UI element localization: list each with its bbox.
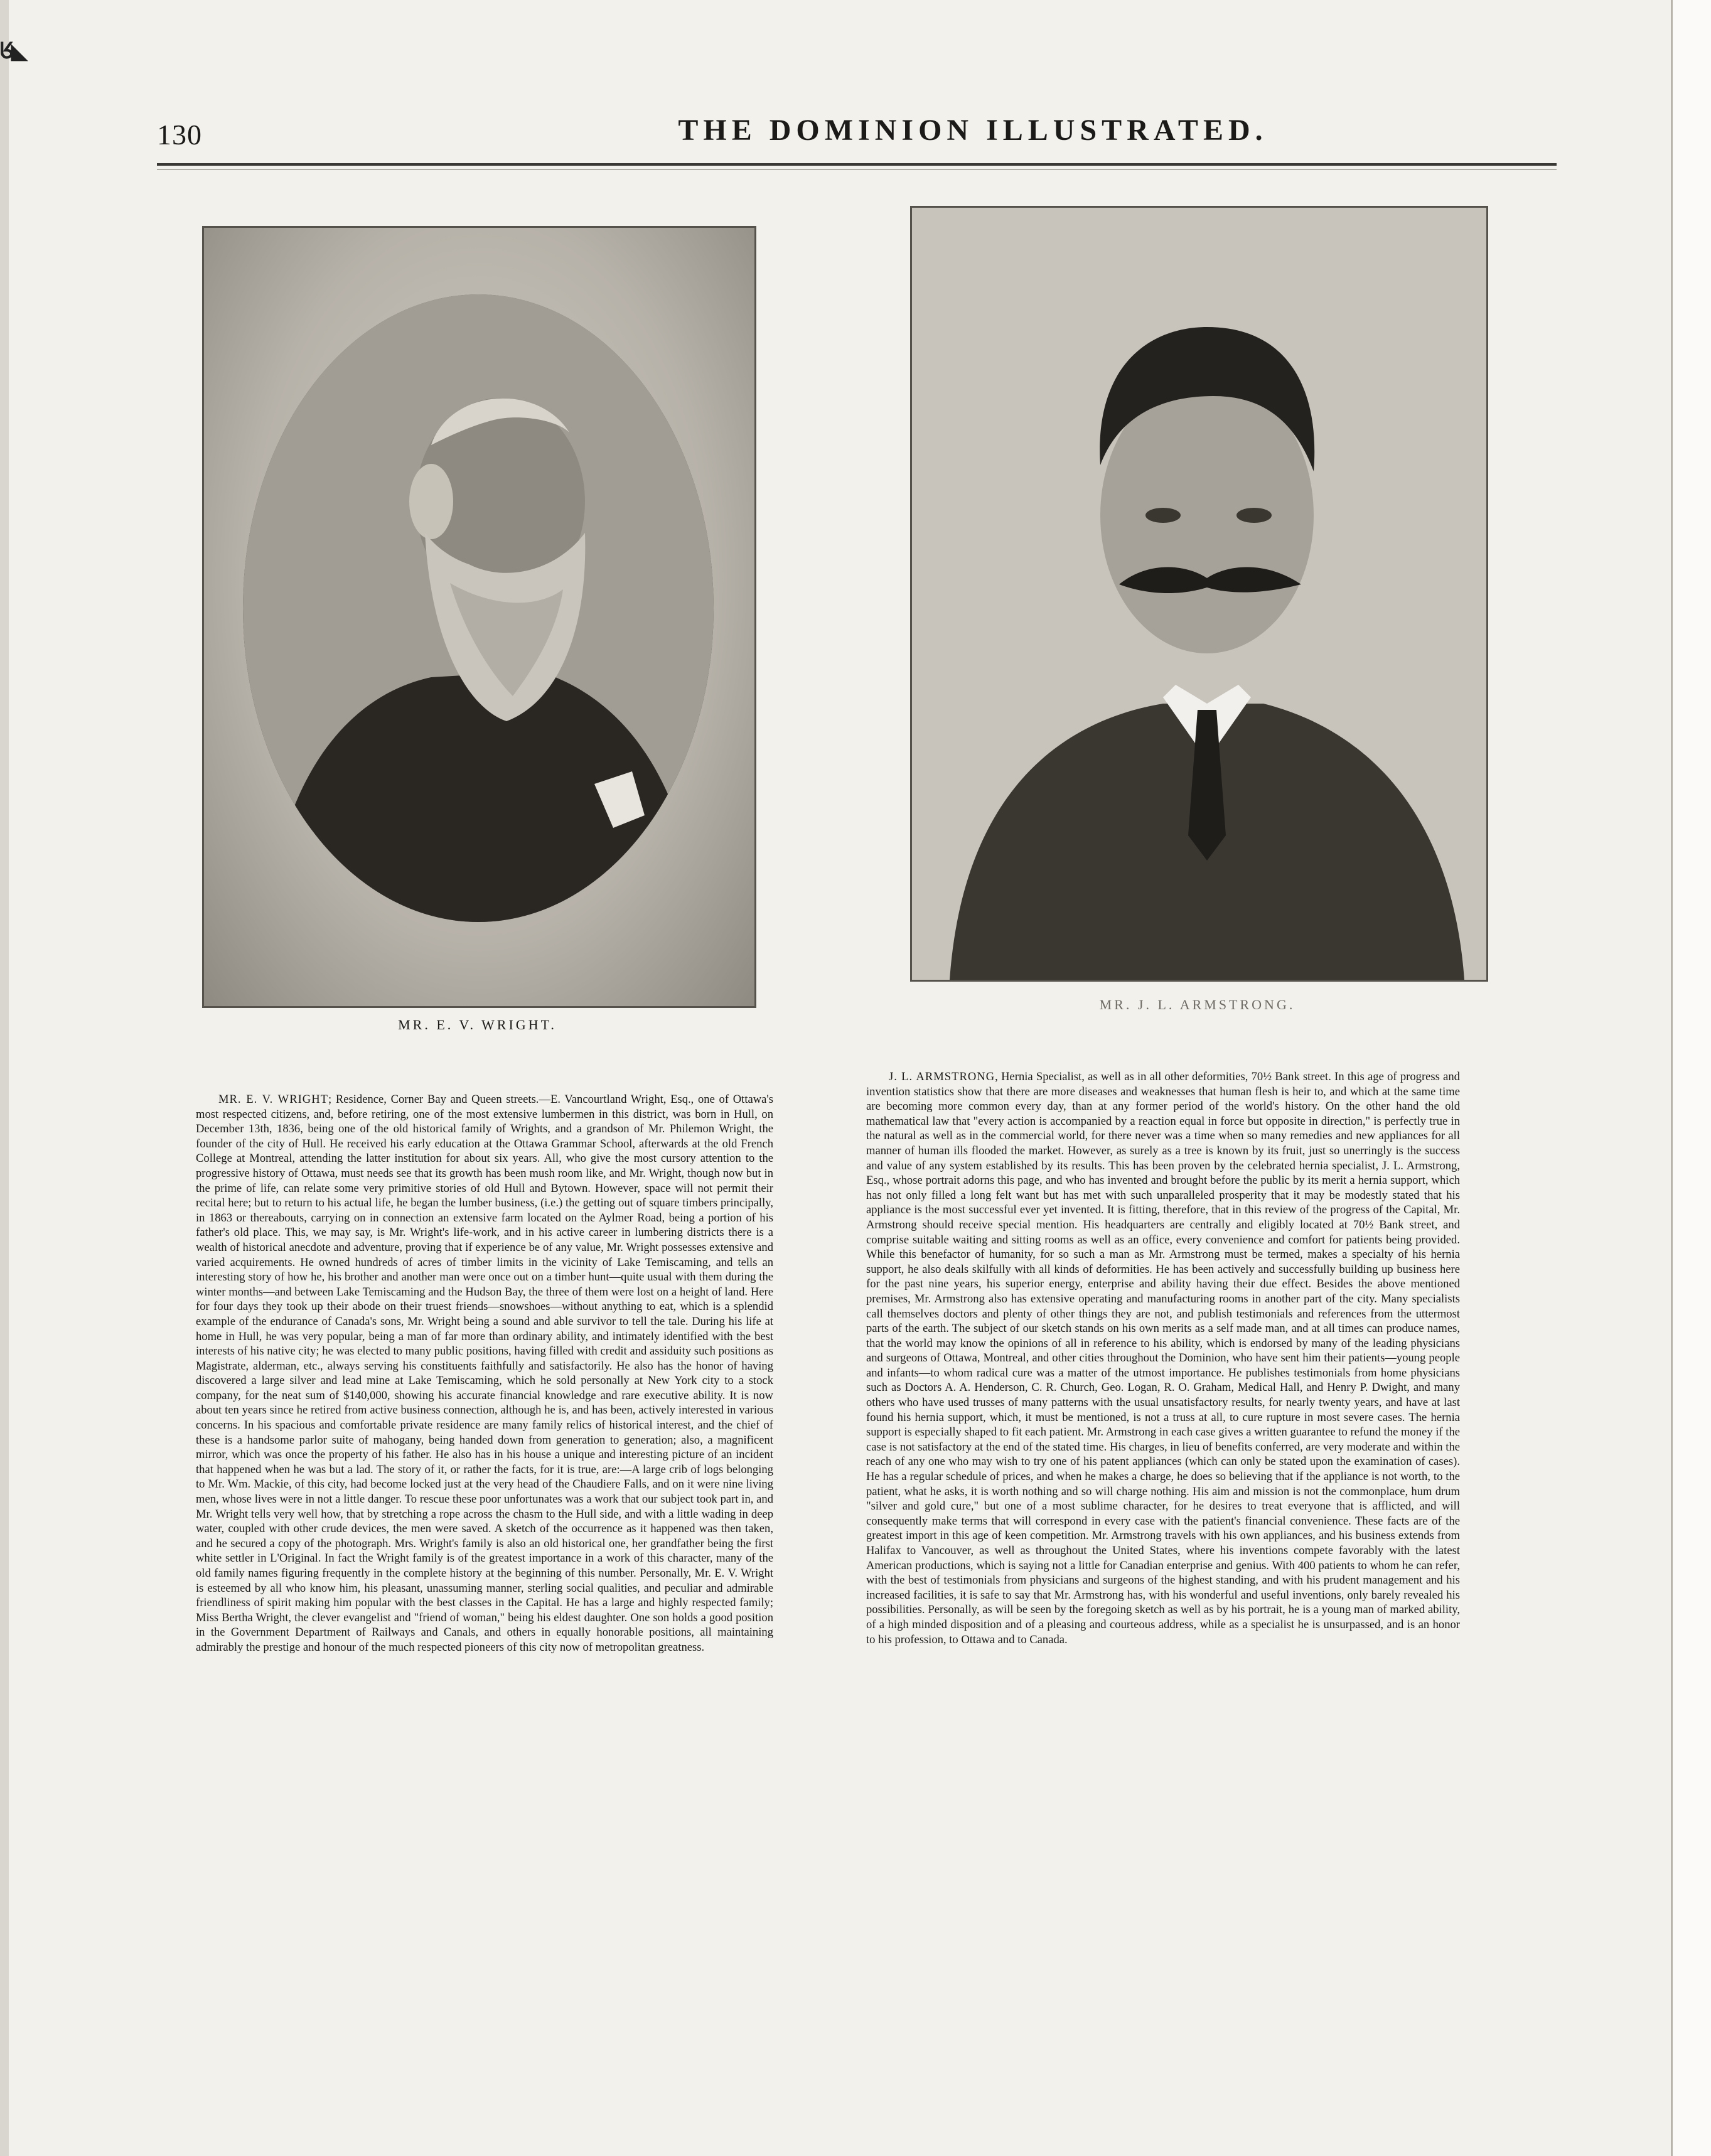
caption-armstrong: MR. J. L. ARMSTRONG. (1099, 997, 1295, 1012)
article-wright-paragraph (196, 1092, 773, 1655)
article-armstrong-paragraph (866, 1070, 1460, 1647)
article-wright-body: ; Residence, Corner Bay and Queen streets.—E. Vancourtland Wright, Esq., one of Ottawa's most respected citizens, and, before retiring, one of the most extensive lumbermen in this district, was born in Hull, on December 13th, 1836, being one of the old historical family of Wrights, and a grandson of Mr. Philemon Wright, the founder of the city of Hull. He received his early education at the Ottawa Grammar School, afterwards at the old French College at Montreal, attending the latter institution for about six years. All, who give the most cursory attention to the progressive history of Ottawa, must needs see that its growth has been mush room like, and Mr. Wright, though now but in the prime of life, can relate some very primitive stories of old Hull and Bytown. However, space will not permit their recital here; but to return to his actual life, he began the lumber business, (i.e.) the getting out of square timbers principally, in 1863 or thereabouts, carrying on in connection an extensive farm located on the Aylmer Road, being a portion of his father's old place. This, we may say, is Mr. Wright's life-work, and in his active career in lumbering districts there is a wealth of historical anecdote and adventure, proving that if experience be of any value, Mr. Wright possesses extensive and varied acquirements. He owned hundreds of acres of timber limits in the vicinity of Lake Temiscaming, and tells an interesting story of how he, his brother and another man were once out on a timber hunt—quite usual with them during the winter months—and between Lake Temiscaming and the Hudson Bay, the three of them were lost on a height of land. Here for four days they took up their abode on their truest friends—snowshoes—without anything to eat, which is a splendid example of the endurance of Canada's sons, Mr. Wright being a sound and able survivor to tell the tale. During his life at home in Hull, he was very popular, being a man of far more than ordinary ability, and intimately identified with the best interests of his native city; he was elected to many public positions, having filled with credit and assiduity such positions as Magistrate, alderman, etc., always serving his constituents faithfully and satisfactorily. He also has the honor of having discovered a large silver and lead mine at Lake Temiscaming, which he sold personally at New York city to a stock company, for the neat sum of $140,000, showing his accurate financial knowledge and rare executive ability. It is now about ten years since he retired from active business connection, although he is, and has been, actively interested in various concerns. In his spacious and comfortable private residence are many family relics of historical interest, and the chief of these is a handsome parlor suite of mahogany, being handed down from generation to generation; also, a magnificent mirror, which was once the property of his father. He also has in his house a unique and interesting picture of an incident that happened when he was but a lad. The story of it, or rather the facts, for it is true, are:—A large crib of logs belonging to Mr. Wm. Mackie, of this city, had become locked just at the very head of the Chaudiere Falls, and on it were nine living men, whose lives were in not a little danger. To rescue these poor unfortunates was a work that our subject took part in, and Mr. Wright tells very well how, that by stretching a rope across the chasm to the Hull side, and with a little wading in deep water, coupled with other crude devices, the men were saved. A sketch of the occurrence as it happened was then taken, and he secured a copy of the photograph. Mrs. Wright's family is also an old historical one, her grandfather being the first white settler in L'Original. In fact the Wright family is of the greatest importance in a work of this character, many of the old family names figuring frequently in the complete history at the beginning of this number. Personally, Mr. E. V. Wright is esteemed by all who know him, his pleasant, unassuming manner, sterling social qualities, and peculiar and admirable friendliness of spirit making him popular with the best classes in the Capital. He has a large and highly respected family; Miss Bertha Wright, the clever evangelist and "friend of woman," being his eldest daughter. One son holds a good position in the Government Department of Railways and Canals, and others in equally honorable positions, all maintaining admirably the prestige and honour of the much respected pioneers of this city now of metropolitan greatness. (196, 1093, 773, 1654)
article-wright (196, 1092, 773, 1655)
page-header (157, 107, 1557, 157)
caption-wright: MR. E. V. WRIGHT. (398, 1017, 557, 1032)
article-armstrong-lead: J. L. ARMSTRONG (889, 1070, 995, 1083)
article-wright-lead: MR. E. V. WRIGHT (218, 1093, 329, 1106)
bearded-man-portrait-icon (243, 294, 714, 922)
next-page-edge (1671, 0, 1711, 2156)
binding-marks: ᖉ◣ (0, 38, 26, 63)
header-rule (157, 163, 1557, 166)
article-armstrong (866, 1070, 1460, 1647)
header-rule-thin (157, 169, 1557, 170)
portrait-photo-armstrong (910, 206, 1488, 982)
journal-title: THE DOMINION ILLUSTRATED. (678, 114, 1268, 147)
portrait-photo-oval-icon (243, 294, 714, 922)
article-armstrong-body: , Hernia Specialist, as well as in all other deformities, 70½ Bank street. In this age of progress and invention statistics show that there are more diseases and weaknesses that human flesh is heir to, and which at the same time are becoming more common every day, than at any former period of the world's history. On the other hand the old mathematical law that "every action is accompanied by a reaction equal in force but opposite in direction," is perfectly true in the natural as well as in the commercial world, for there never was a time when so many remedies and new appliances for all manner of human ills flooded the market. However, as surely as a tree is known by its fruit, just so unerringly is the success and value of any system established by its results. This has been proven by the celebrated hernia specialist, J. L. Armstrong, Esq., whose portrait adorns this page, and who has invented and brought before the public by its merit a hernia support, which has not only filled a long felt want but has met with such unparalleled prosperity that it may be modestly stated that his appliance is the most successful ever yet invented. It is fitting, therefore, that in this review of the progress of the Capital, Mr. Armstrong should receive special mention. His headquarters are centrally and eligibly located at 70½ Bank street, and comprise suitable waiting and sitting rooms as well as an office, every convenience and comfort for patients being provided. While this benefactor of humanity, for so such a man as Mr. Armstrong must be termed, makes a specialty of his hernia support, he also deals skilfully with all kinds of deformities. He has been actively and successfully building up business here for the past nine years, his superior energy, enterprise and ability having their due effect. Besides the above mentioned premises, Mr. Armstrong also has extensive operating and manufacturing rooms in another part of the city. Many specialists call themselves doctors and plenty of other things they are not, and publish testimonials and references from the uttermost parts of the earth. The subject of our sketch stands on his own merits as a self made man, and at all times can produce names, that the world may know the opinions of all in reference to his ability, which is endorsed by many of the leading physicians and surgeons of Ottawa, Montreal, and other cities throughout the Dominion, who have sent him their patients—young people and infants—to whom radical cure was a matter of the utmost importance. He publishes testimonials from home physicians such as Doctors A. A. Henderson, C. R. Church, Geo. Logan, R. O. Graham, Medical Hall, and Henry P. Dwight, and many others who have used trusses of many patterns with the usual unsatisfactory results, for nearly twenty years, and have at last found his hernia support, which, it must be mentioned, is not a truss at all, to cure rupture in most severe cases. The hernia support is especially shaped to fit each patient. Mr. Armstrong in each case gives a written guarantee to refund the money if the case is not satisfactory at the end of the stated time. His charges, in lieu of benefits conferred, are very moderate and within the reach of any one who may wish to try one of his patent appliances (which can only be stated upon the examination of cases). He has a regular schedule of prices, and when he makes a charge, he does so believing that if the appliance is not worth, to the patient, what he asks, it is worth nothing and so will charge nothing. His aim and mission is not the commonplace, hum drum "silver and gold cure," but one of a most sublime character, for he desires to treat everyone that is afflicted, and will consequently make terms that will correspond in every case with the patient's financial convenience. These facts are of the greatest import in this age of keen competition. Mr. Armstrong travels with his own appliances, and his business extends from Halifax to Vancouver, as well as throughout the United States, where his inventions compete favorably with the latest American productions, which is saying not a little for Canadian enterprise and genius. With 400 patients to whom he can refer, with the best of testimonials from physicians and surgeons of the highest standing, and with his prudent management and his increased facilities, it is safe to say that Mr. Armstrong has, with his wonderful and useful inventions, only barely revealed his possibilities. Personally, as will be seen by the foregoing sketch as well as by his portrait, he is a young man of marked ability, of a high minded disposition and of a pleasing and courteous address, while as a specialist he is unsurpassed, and is an honor to his profession, to Ottawa and to Canada. (866, 1070, 1460, 1646)
portrait-photo-wright (202, 226, 756, 1008)
page-number: 130 (157, 119, 202, 151)
portrait-photo-rectangular-icon (912, 208, 1486, 980)
